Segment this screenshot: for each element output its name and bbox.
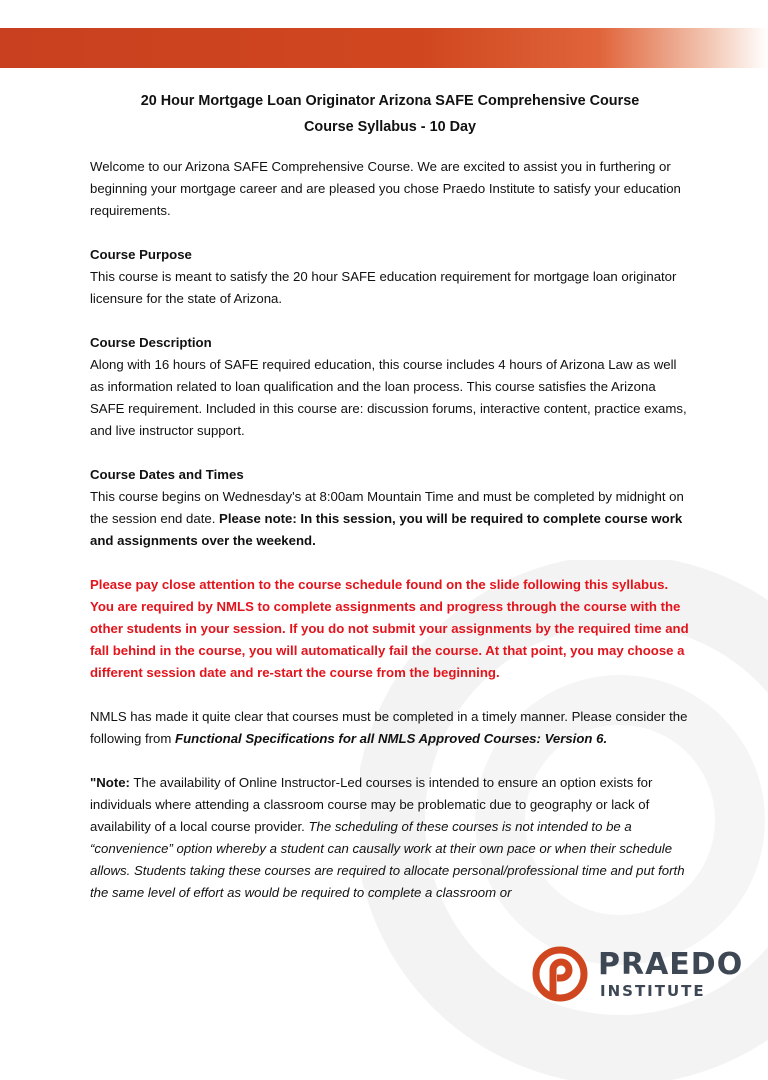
purpose-heading: Course Purpose bbox=[90, 247, 192, 262]
intro-paragraph: Welcome to our Arizona SAFE Comprehensive Course. We are excited to assist you in furthering or beginning your mortgage career and are pleased you chose Praedo Institute to satisfy your education requirements. bbox=[90, 159, 681, 218]
page-title bbox=[90, 88, 690, 140]
dates-text: This course begins on Wednesday's at 8:00am Mountain Time and must be completed by midnight on the session end date. bbox=[90, 489, 684, 526]
quote-bold-italic: . Students taking these courses are required to allocate personal/professional time and put forth the same level of effort as would be required to complete a classroom or bbox=[90, 863, 685, 900]
purpose-text: This course is meant to satisfy the 20 hour SAFE education requirement for mortgage loan originator licensure for the state of Arizona. bbox=[90, 269, 677, 306]
description-section bbox=[90, 332, 690, 442]
description-text: Along with 16 hours of SAFE required education, this course includes 4 hours of Arizona Law as well as information related to loan qualification and the loan process. This course satisfies the Arizona SAFE requirement. Included in this course are: discussion forums, interactive content, practice exams, and live instructor support. bbox=[90, 357, 687, 438]
nmls-end: . bbox=[603, 731, 608, 746]
nmls-text: NMLS has made it quite clear that courses must be completed in a timely manner. Please consider the following from bbox=[90, 709, 688, 746]
quote-paragraph bbox=[90, 772, 690, 904]
description-heading: Course Description bbox=[90, 335, 212, 350]
dates-note: Please note: In this session, you will be required to complete course work and assignments over the weekend. bbox=[90, 511, 683, 548]
quote-italic: The scheduling of these courses is not intended to be a “convenience” option whereby a student can causally work at their own pace or when their schedule allows bbox=[90, 819, 673, 878]
schedule-warning: Please pay close attention to the course schedule found on the slide following this syllabus. You are required by NMLS to complete assignments and progress through the course with the other students in your session. If you do not submit your assignments by the required time and fall behind in the course, you will automatically fail the course. At that point, you may choose a different session date and re-start the course from the beginning. bbox=[90, 577, 689, 680]
dates-heading: Course Dates and Times bbox=[90, 467, 244, 482]
header-banner bbox=[0, 28, 768, 68]
praedo-p-icon bbox=[532, 946, 588, 1004]
nmls-paragraph bbox=[90, 706, 690, 750]
quote-text: The availability of Online Instructor-Led courses is intended to ensure an option exists for individuals where attending a classroom course may be problematic due to geography or lack of availability of a local course provider. bbox=[90, 775, 653, 834]
title-line-1: 20 Hour Mortgage Loan Originator Arizona SAFE Comprehensive Course bbox=[140, 93, 640, 109]
purpose-section bbox=[90, 244, 690, 310]
nmls-source: Functional Specifications for all NMLS Approved Courses: Version 6 bbox=[175, 731, 604, 746]
dates-section bbox=[90, 464, 690, 552]
logo-name: PRAEDO bbox=[598, 947, 744, 982]
title-line-2: Course Syllabus - 10 Day bbox=[304, 119, 476, 135]
syllabus-document bbox=[90, 88, 690, 926]
logo-subtitle: INSTITUTE bbox=[600, 982, 706, 1000]
quote-lead: "Note: bbox=[90, 775, 130, 790]
praedo-logo bbox=[532, 944, 752, 1008]
